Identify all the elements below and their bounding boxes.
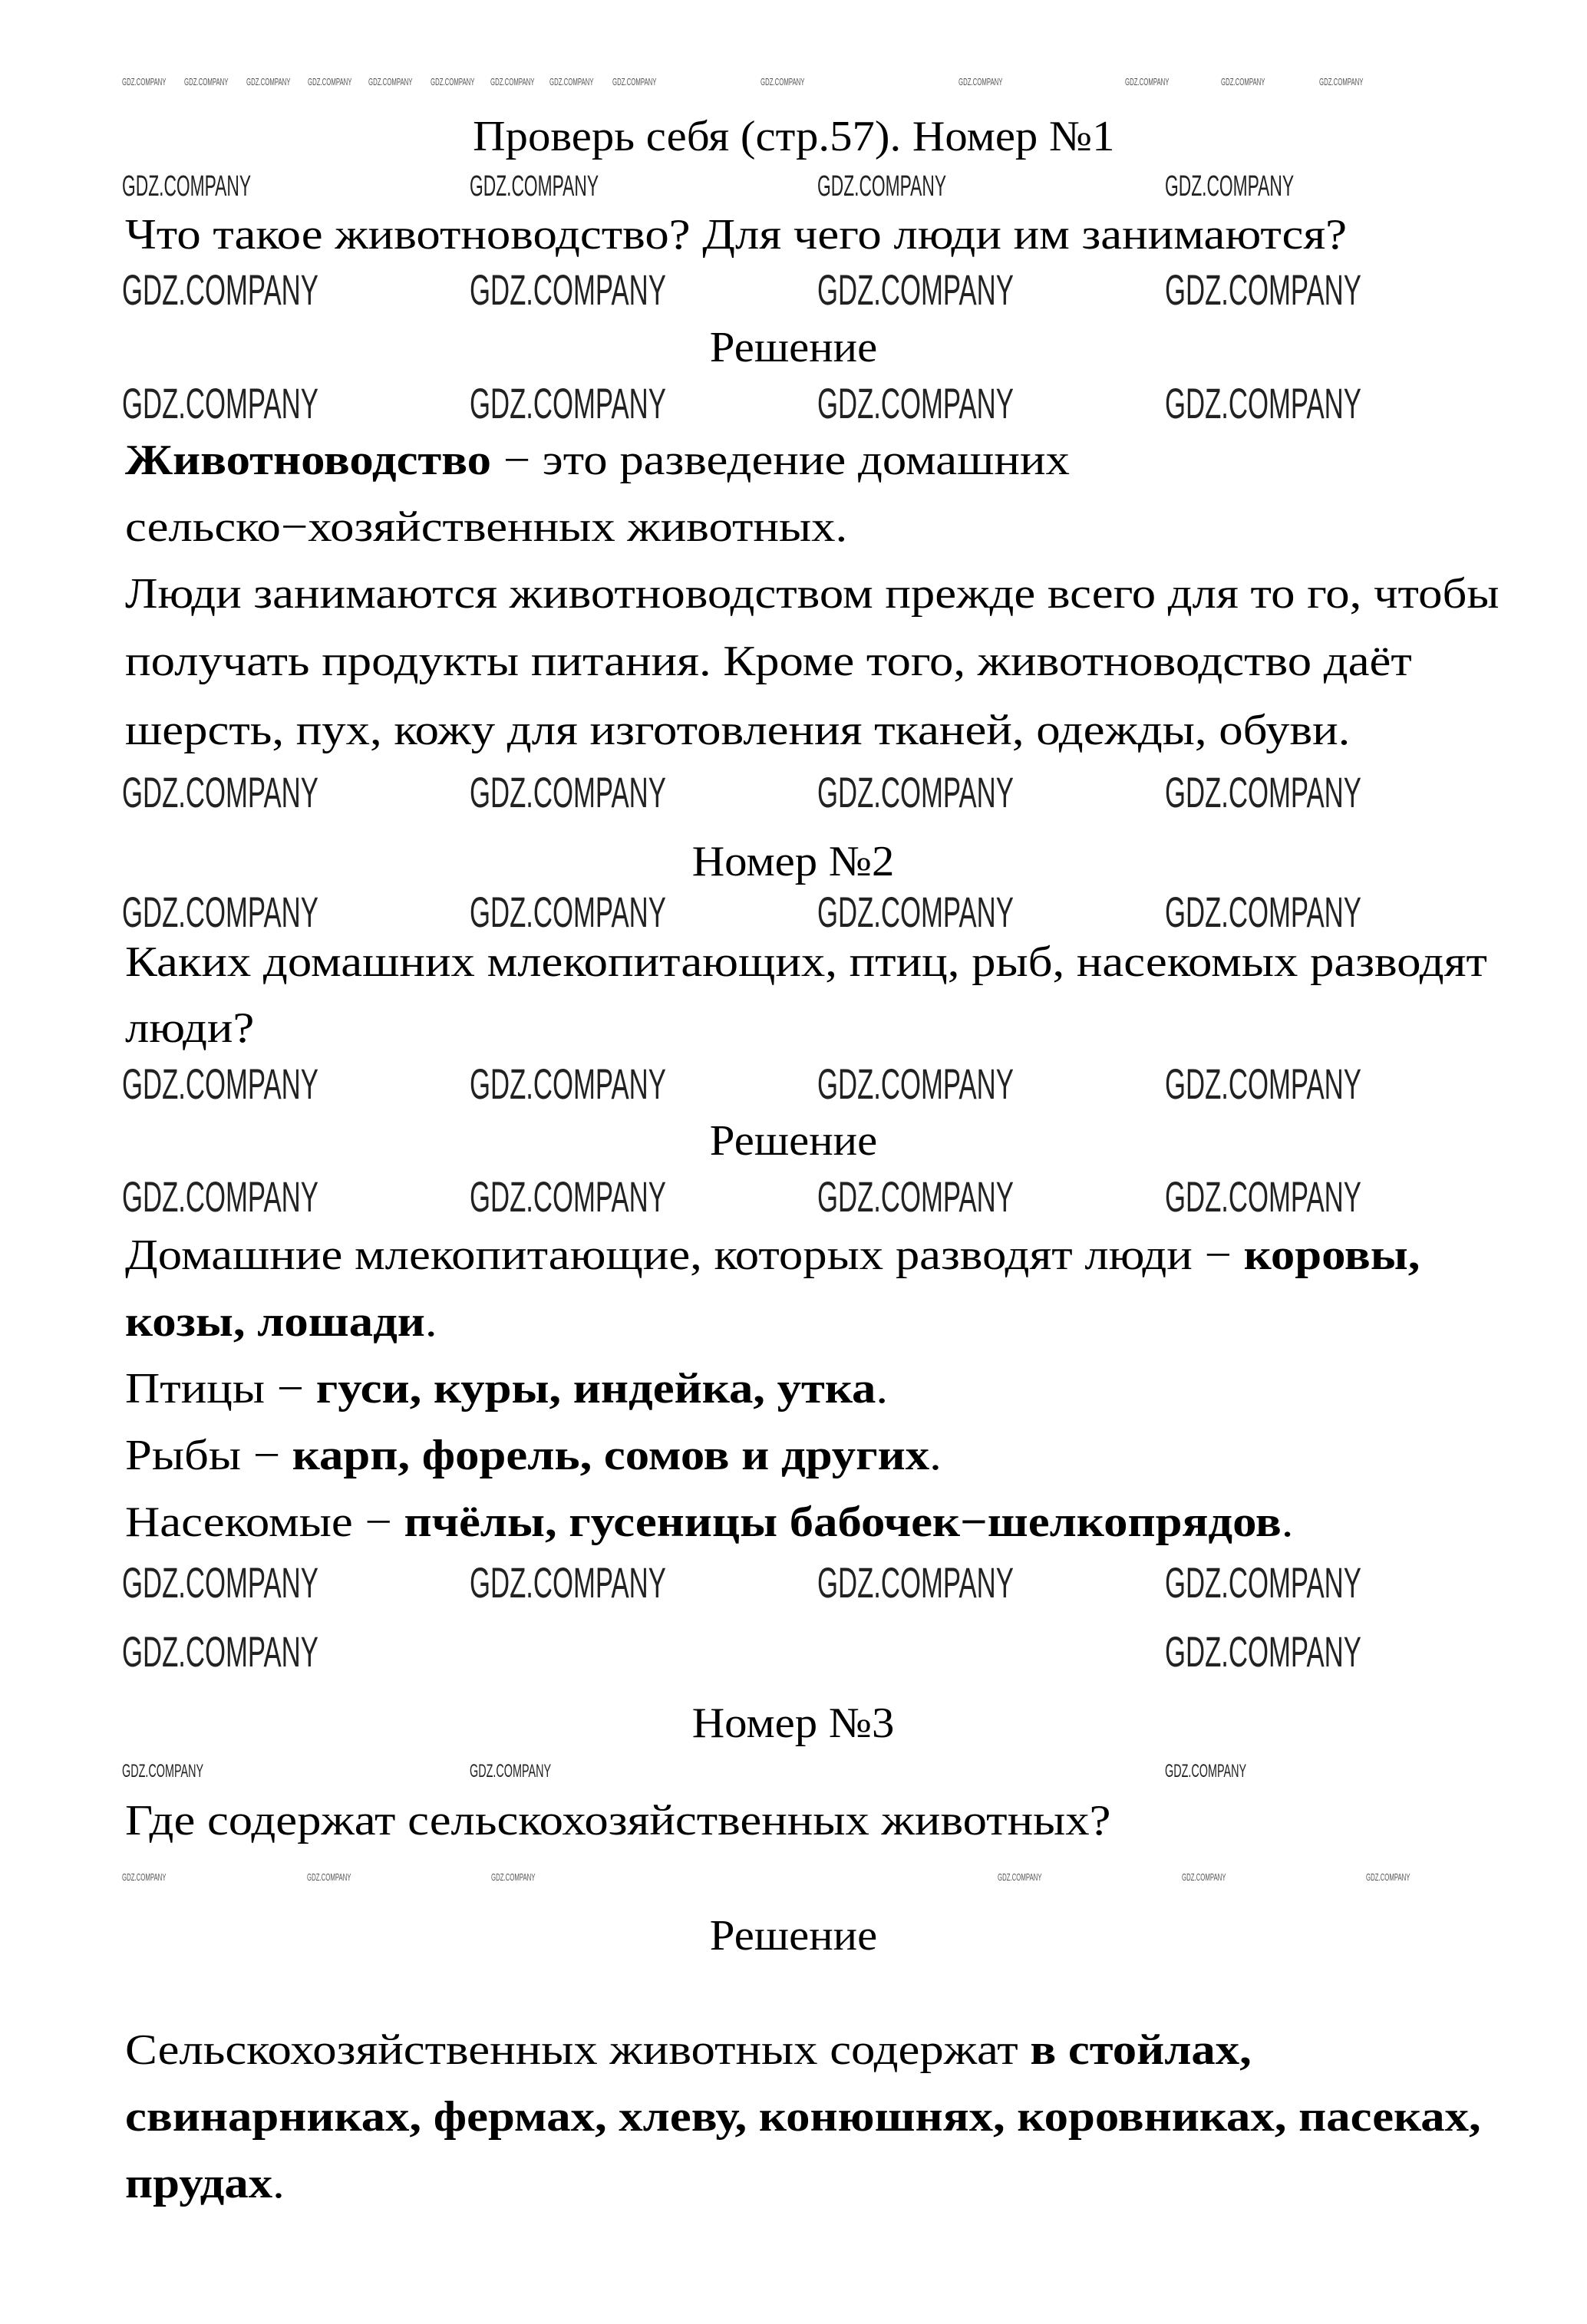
- watermark: GDZ.COMPANY: [308, 76, 352, 87]
- insects-bold: пчёлы, гусеницы бабочек−шелкопрядов: [404, 1498, 1282, 1546]
- watermark: GDZ.COMPANY: [1182, 1871, 1226, 1883]
- watermark: GDZ.COMPANY: [246, 76, 291, 87]
- watermark: GDZ.COMPANY: [470, 1172, 666, 1221]
- fish-bold: карп, форель, сомов и других: [292, 1432, 930, 1479]
- watermark: GDZ.COMPANY: [549, 76, 594, 87]
- period: .: [1281, 1498, 1294, 1546]
- watermark: GDZ.COMPANY: [817, 1172, 1014, 1221]
- period: .: [876, 1365, 889, 1413]
- watermark: GDZ.COMPANY: [761, 76, 805, 87]
- watermark: GDZ.COMPANY: [122, 1060, 318, 1108]
- watermark: GDZ.COMPANY: [307, 1871, 351, 1883]
- answer-bold-2: свинарниках, фермах, хлеву, конюшнях, коровниках, пасеках,: [125, 2093, 1481, 2141]
- solution-label-text: Решение: [709, 1912, 878, 1960]
- q1-answer-line-4: получать продукты питания. Кроме того, животноводство даёт: [125, 638, 1412, 685]
- watermark: GDZ.COMPANY: [1165, 170, 1295, 203]
- page-title: [0, 112, 1587, 161]
- fish-prefix: Рыбы −: [125, 1432, 292, 1479]
- heading-text: Номер №3: [692, 1699, 895, 1747]
- watermark: GDZ.COMPANY: [490, 76, 535, 87]
- watermark: GDZ.COMPANY: [998, 1871, 1042, 1883]
- watermark: GDZ.COMPANY: [368, 76, 413, 87]
- q3-answer-line-3: [125, 2159, 285, 2208]
- q2-mammals-line: [125, 1231, 1420, 1280]
- q1-answer-line-1: [125, 436, 1070, 485]
- watermark: GDZ.COMPANY: [122, 265, 318, 314]
- watermark: GDZ.COMPANY: [122, 888, 318, 936]
- insects-prefix: Насекомые −: [125, 1498, 404, 1546]
- watermark: GDZ.COMPANY: [1221, 76, 1265, 87]
- q2-question-line-2: люди?: [125, 1004, 255, 1052]
- definition-text: − это разведение домашних: [491, 437, 1070, 484]
- q1-solution-label: [0, 323, 1587, 372]
- watermark: GDZ.COMPANY: [122, 1172, 318, 1221]
- watermark: GDZ.COMPANY: [122, 1871, 167, 1883]
- watermark: GDZ.COMPANY: [122, 1627, 318, 1676]
- watermark: GDZ.COMPANY: [817, 888, 1014, 936]
- watermark: GDZ.COMPANY: [1165, 1172, 1361, 1221]
- period: .: [929, 1432, 942, 1479]
- watermark: GDZ.COMPANY: [1165, 265, 1361, 314]
- page-title-text: Проверь себя (стр.57). Номер №1: [472, 113, 1115, 160]
- watermark: GDZ.COMPANY: [122, 76, 167, 87]
- q1-answer-line-5: шерсть, пух, кожу для изготовления тканей, одежды, обуви.: [125, 707, 1351, 754]
- q1-answer-line-3: Люди занимаются животноводством прежде всего для то го, чтобы: [125, 570, 1500, 618]
- watermark: GDZ.COMPANY: [817, 265, 1014, 314]
- watermark: GDZ.COMPANY: [431, 76, 475, 87]
- solution-label-text: Решение: [709, 324, 878, 371]
- mammals-bold: коровы,: [1243, 1231, 1420, 1279]
- watermark: GDZ.COMPANY: [1165, 1627, 1361, 1676]
- watermark: GDZ.COMPANY: [817, 768, 1014, 816]
- watermark: GDZ.COMPANY: [1165, 768, 1361, 816]
- q3-heading: [0, 1699, 1587, 1748]
- watermark: GDZ.COMPANY: [122, 1558, 318, 1607]
- watermark: GDZ.COMPANY: [1165, 1060, 1361, 1108]
- birds-bold: гуси, куры, индейка, утка: [315, 1365, 876, 1413]
- mammals-bold-2: козы, лошади: [125, 1298, 425, 1346]
- watermark: GDZ.COMPANY: [1125, 76, 1170, 87]
- watermark: GDZ.COMPANY: [1366, 1871, 1410, 1883]
- watermark: GDZ.COMPANY: [470, 1558, 666, 1607]
- watermark: GDZ.COMPANY: [470, 170, 599, 203]
- watermark: GDZ.COMPANY: [817, 1558, 1014, 1607]
- answer-bold-3: прудах: [125, 2160, 273, 2207]
- watermark: GDZ.COMPANY: [470, 1060, 666, 1108]
- q2-question-line-1: Каких домашних млекопитающих, птиц, рыб, насекомых разводят: [125, 938, 1487, 986]
- q2-birds-line: [125, 1364, 888, 1413]
- q2-insects-line: [125, 1498, 1293, 1547]
- watermark: GDZ.COMPANY: [1165, 1558, 1361, 1607]
- q3-solution-label: [0, 1911, 1587, 1960]
- q2-mammals-line-2: [125, 1297, 437, 1347]
- watermark: GDZ.COMPANY: [817, 1060, 1014, 1108]
- watermark: GDZ.COMPANY: [817, 379, 1014, 427]
- watermark: GDZ.COMPANY: [491, 1871, 536, 1883]
- watermark: GDZ.COMPANY: [122, 379, 318, 427]
- solution-label-text: Решение: [709, 1117, 878, 1165]
- q2-fish-line: [125, 1431, 942, 1480]
- watermark: GDZ.COMPANY: [470, 768, 666, 816]
- mammals-prefix: Домашние млекопитающие, которых разводят люди −: [125, 1231, 1244, 1279]
- period: .: [424, 1298, 437, 1346]
- term-bold: Животноводство: [125, 437, 492, 484]
- q3-question: Где содержат сельскохозяйственных животных?: [125, 1797, 1111, 1844]
- watermark: GDZ.COMPANY: [1319, 76, 1364, 87]
- watermark: GDZ.COMPANY: [122, 170, 252, 203]
- watermark: GDZ.COMPANY: [958, 76, 1003, 87]
- watermark: GDZ.COMPANY: [470, 379, 666, 427]
- watermark: GDZ.COMPANY: [1165, 1761, 1247, 1782]
- watermark: GDZ.COMPANY: [184, 76, 229, 87]
- birds-prefix: Птицы −: [125, 1365, 316, 1413]
- q3-answer-line-1: [125, 2026, 1252, 2075]
- q1-question: Что такое животноводство? Для чего люди им занимаются?: [125, 211, 1348, 259]
- q2-solution-label: [0, 1116, 1587, 1165]
- watermark: GDZ.COMPANY: [817, 170, 947, 203]
- q1-answer-line-2: сельско−хозяйственных животных.: [125, 503, 848, 551]
- watermark: GDZ.COMPANY: [470, 1761, 552, 1782]
- watermark: GDZ.COMPANY: [122, 768, 318, 816]
- heading-text: Номер №2: [692, 838, 895, 885]
- period: .: [272, 2160, 285, 2207]
- watermark: GDZ.COMPANY: [122, 1761, 204, 1782]
- watermark: GDZ.COMPANY: [470, 888, 666, 936]
- watermark: GDZ.COMPANY: [470, 265, 666, 314]
- watermark: GDZ.COMPANY: [1165, 379, 1361, 427]
- q3-answer-line-2: [125, 2092, 1481, 2141]
- watermark: GDZ.COMPANY: [612, 76, 657, 87]
- watermark: GDZ.COMPANY: [1165, 888, 1361, 936]
- q2-heading: [0, 837, 1587, 886]
- answer-bold: в стойлах,: [1030, 2026, 1252, 2074]
- answer-prefix: Сельскохозяйственных животных содержат: [125, 2026, 1031, 2074]
